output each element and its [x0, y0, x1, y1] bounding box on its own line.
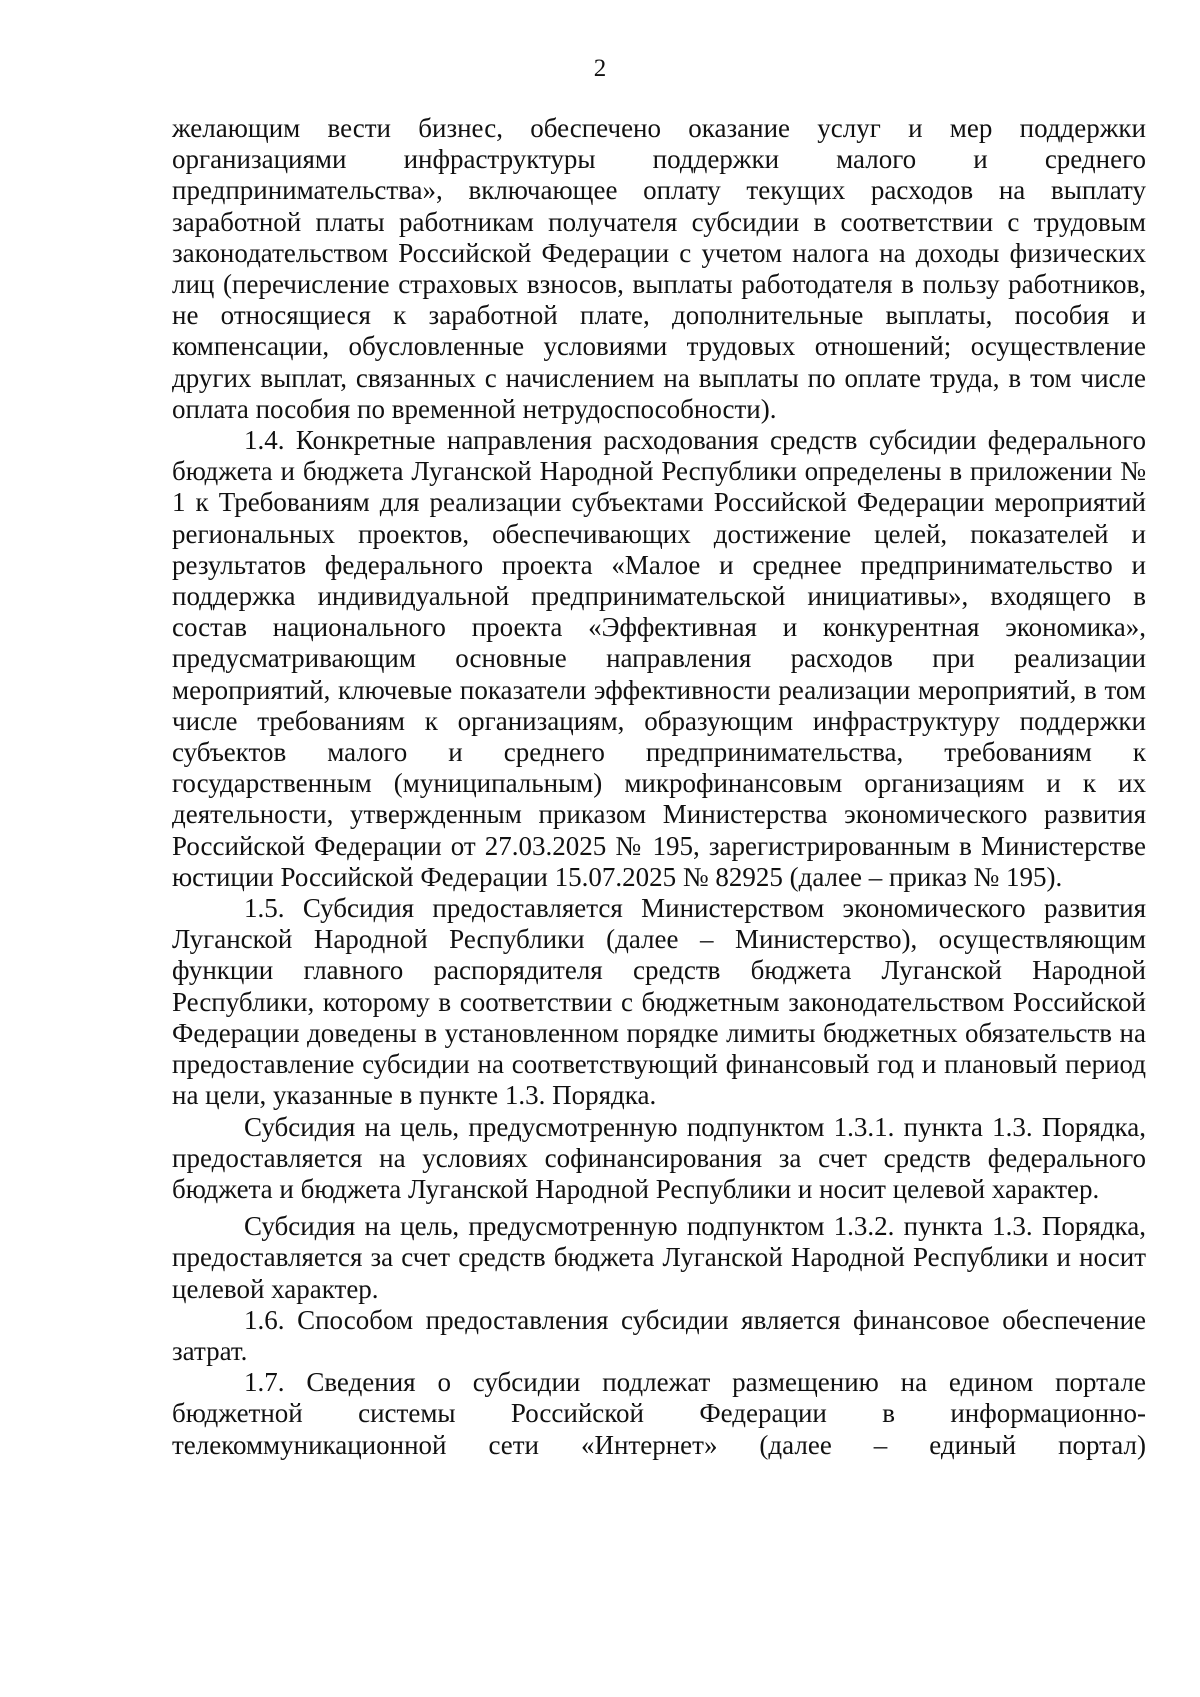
paragraph-continuation: желающим вести бизнес, обеспечено оказание услуг и мер поддержки организациями инфраструктуры поддержки малого и среднего предпринимательства», включающее оплату текущих расходов на выплату заработной платы работникам получателя субсидии в соответствии с трудовым законодательством Российской Федерации с учетом налога на доходы физических лиц (перечисление страховых взносов, выплаты работодателя в пользу работников, не относящиеся к заработной плате, дополнительные выплаты, пособия и компенсации, обусловленные условиями трудовых отношений; осуществление других выплат, связанных с начислением на выплаты по оплате труда, в том числе оплата пособия по временной нетрудоспособности).: [172, 113, 1146, 424]
document-body: [172, 113, 1146, 1461]
paragraph-1-4: 1.4. Конкретные направления расходования средств субсидии федерального бюджета и бюджета Луганской Народной Республики определены в приложении № 1 к Требованиям для реализации субъектами Российской Федерации мероприятий региональных проектов, обеспечивающих достижение целей, показателей и результатов федерального проекта «Малое и среднее предпринимательство и поддержка индивидуальной предпринимательской инициативы», входящего в состав национального проекта «Эффективная и конкурентная экономика», предусматривающим основные направления расходов при реализации мероприятий, ключевые показатели эффективности реализации мероприятий, в том числе требованиям к организациям, образующим инфраструктуру поддержки субъектов малого и среднего предпринимательства, требованиям к государственным (муниципальным) микрофинансовым организациям и к их деятельности, утвержденным приказом Министерства экономического развития Российской Федерации от 27.03.2025 № 195, зарегистрированным в Министерстве юстиции Российской Федерации 15.07.2025 № 82925 (далее – приказ № 195).: [172, 425, 1146, 892]
paragraph-subsidy-1-3-2: Субсидия на цель, предусмотренную подпунктом 1.3.2. пункта 1.3. Порядка, предоставляется за счет средств бюджета Луганской Народной Республики и носит целевой характер.: [172, 1211, 1146, 1304]
paragraph-1-5: 1.5. Субсидия предоставляется Министерством экономического развития Луганской Народной Республики (далее – Министерство), осуществляющим функции главного распорядителя средств бюджета Луганской Народной Республики, которому в соответствии с бюджетным законодательством Российской Федерации доведены в установленном порядке лимиты бюджетных обязательств на предоставление субсидии на соответствующий финансовый год и плановый период на цели, указанные в пункте 1.3. Порядка.: [172, 893, 1146, 1111]
paragraph-subsidy-1-3-1: Субсидия на цель, предусмотренную подпунктом 1.3.1. пункта 1.3. Порядка, предоставляется на условиях софинансирования за счет средств федерального бюджета и бюджета Луганской Народной Республики и носит целевой характер.: [172, 1111, 1146, 1204]
paragraph-1-6: 1.6. Способом предоставления субсидии является финансовое обеспечение затрат.: [172, 1304, 1146, 1366]
paragraph-1-7: 1.7. Сведения о субсидии подлежат размещению на едином портале бюджетной системы Российской Федерации в информационно-телекоммуникационной сети «Интернет» (далее – единый портал): [172, 1367, 1146, 1460]
page-number: 2: [593, 55, 607, 82]
